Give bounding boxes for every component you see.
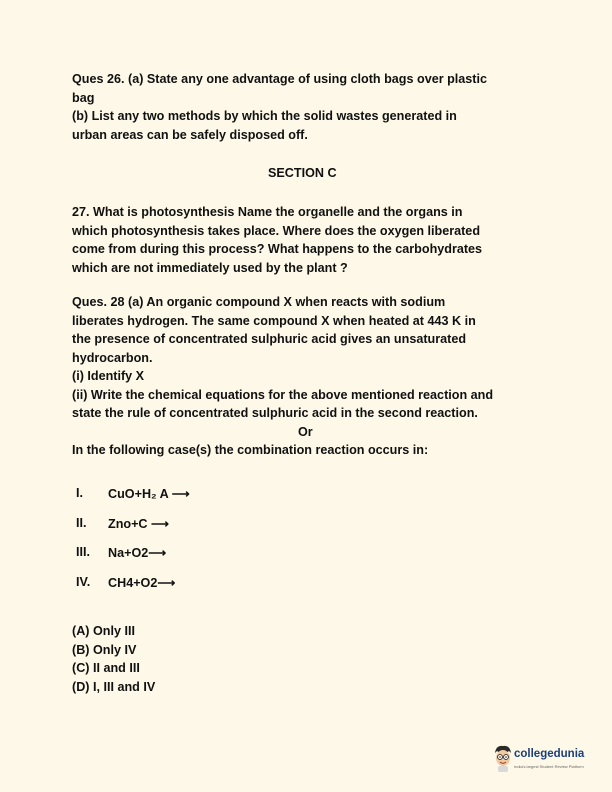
reaction-number: III. xyxy=(76,545,90,559)
reaction-number: I. xyxy=(76,486,83,500)
q26-line: (b) List any two methods by which the solid wastes generated in xyxy=(72,109,457,123)
q27-line: which photosynthesis takes place. Where does the oxygen liberated xyxy=(72,223,481,238)
q27-line: 27. What is photosynthesis Name the organelle and the organs in xyxy=(72,205,463,219)
reaction-number: II. xyxy=(76,515,87,530)
or-label: Or xyxy=(298,424,313,439)
q28-line: (i) Identify X xyxy=(72,369,145,383)
collegedunia-logo xyxy=(492,744,592,780)
alt-prompt: In the following case(s) the combination reaction occurs in: xyxy=(72,443,429,457)
answer-options xyxy=(72,622,155,696)
reaction-text: Na+O2⟶ xyxy=(108,546,167,560)
section-title: SECTION C xyxy=(268,166,337,180)
question-28 xyxy=(72,293,547,460)
option-c: (C) II and III xyxy=(72,661,140,675)
q28-line: hydrocarbon. xyxy=(72,350,153,365)
option-b: (B) Only IV xyxy=(72,642,137,657)
reaction-text: CuO+H₂ A ⟶ xyxy=(108,487,190,501)
q27-line: which are not immediately used by the plant ? xyxy=(72,260,348,275)
brand-name: collegedunia xyxy=(514,748,585,760)
q28-line: state the rule of concentrated sulphuric acid in the second reaction. xyxy=(72,406,478,420)
question-26 xyxy=(72,70,547,144)
reaction-text: CH4+O2⟶ xyxy=(108,575,176,590)
reaction-number: IV. xyxy=(76,574,91,589)
reaction-text: Zno+C ⟶ xyxy=(108,516,170,531)
q26-line: bag xyxy=(72,90,95,105)
q27-line: come from during this process? What happens to the carbohydrates xyxy=(72,242,483,256)
q28-line: liberates hydrogen. The same compound X when heated at 443 K in xyxy=(72,313,476,328)
q28-line: Ques. 28 (a) An organic compound X when reacts with sodium xyxy=(72,295,446,309)
option-d: (D) I, III and IV xyxy=(72,679,156,694)
q26-line: Ques 26. (a) State any one advantage of using cloth bags over plastic xyxy=(72,72,488,86)
q26-line: urban areas can be safely disposed off. xyxy=(72,127,308,142)
question-27 xyxy=(72,203,547,277)
q28-line: the presence of concentrated sulphuric acid gives an unsaturated xyxy=(72,332,467,346)
q28-line: (ii) Write the chemical equations for the above mentioned reaction and xyxy=(72,387,494,402)
mascot-icon xyxy=(492,744,514,774)
option-a: (A) Only III xyxy=(72,624,135,638)
brand-tagline: India's largest Student Review Platform xyxy=(514,764,584,769)
